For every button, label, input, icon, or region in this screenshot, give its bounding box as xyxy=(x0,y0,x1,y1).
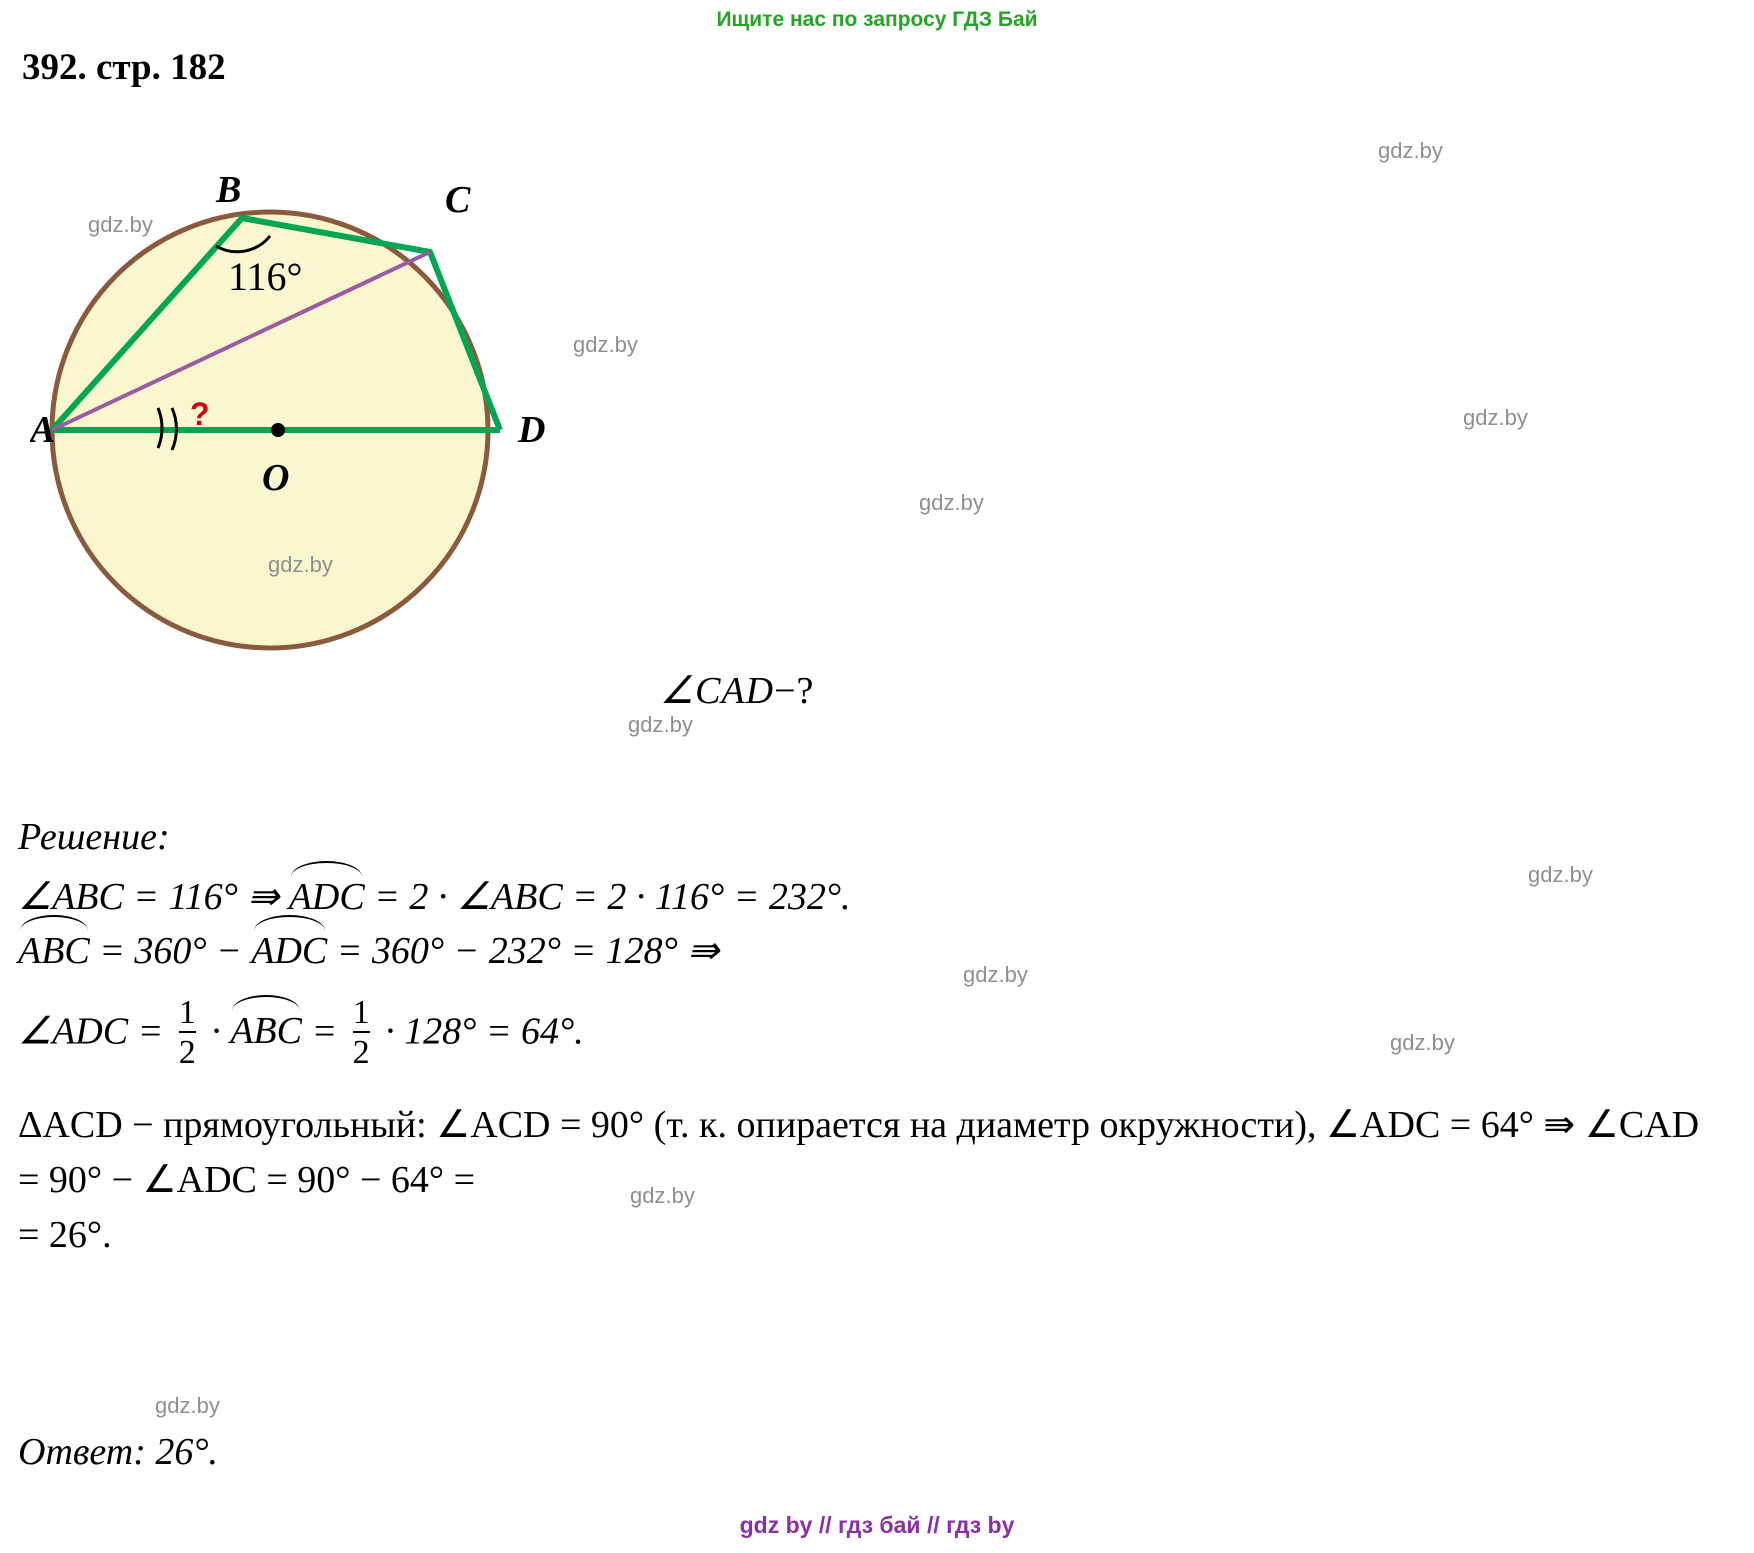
watermark: gdz.by xyxy=(1378,138,1443,163)
line3-frac2-denominator: 2 xyxy=(353,1031,370,1071)
line2-part2: = 360° − 232° = 128° ⇛ xyxy=(327,929,720,972)
page-title: 392. стр. 182 xyxy=(22,47,226,88)
solution-line-2 xyxy=(18,925,1738,979)
line3-part4: · 128° = 64°. xyxy=(375,1010,584,1053)
line3-frac1-numerator: 1 xyxy=(178,993,196,1031)
top-promo-banner: Ищите нас по запросу ГДЗ Бай xyxy=(716,8,1038,31)
line3-part2: · xyxy=(201,1010,231,1053)
label-c: C xyxy=(445,179,471,221)
label-a: A xyxy=(30,409,56,451)
watermark: gdz.by xyxy=(573,332,638,357)
line3-fraction-2 xyxy=(353,995,370,1070)
watermark: gdz.by xyxy=(630,1183,695,1208)
line3-frac2-numerator: 1 xyxy=(352,993,370,1031)
solution-heading: Решение: xyxy=(18,816,170,858)
watermark: gdz.by xyxy=(919,490,984,515)
question-suffix: −? xyxy=(774,670,815,712)
watermark: gdz.by xyxy=(1390,1030,1455,1055)
bottom-promo-banner: gdz by // гдз бай // гдз by xyxy=(739,1512,1015,1538)
center-point-o xyxy=(271,423,285,437)
answer-line: Ответ: 26°. xyxy=(18,1431,219,1473)
question-angle: ∠CAD xyxy=(660,670,775,712)
line1-arc-adc: ADC xyxy=(289,871,365,925)
watermark: gdz.by xyxy=(1463,405,1528,430)
line2-part1: = 360° − xyxy=(89,929,252,972)
label-o: O xyxy=(262,457,290,499)
line3-part3: = xyxy=(302,1010,347,1053)
label-question-mark: ? xyxy=(190,396,210,432)
line2-arc-abc: ABC xyxy=(18,925,90,979)
line3-arc-abc: ABC xyxy=(230,1005,302,1059)
solution-line-3 xyxy=(18,993,1738,1072)
watermark: gdz.by xyxy=(963,962,1028,987)
solution-line-4: ΔACD − прямоугольный: ∠ACD = 90° (т. к. опирается на диаметр окружности), ∠ADC = 64° ⇛ ∠CAD = 90° − ∠ADC = 90° − 64° = xyxy=(18,1104,1700,1202)
watermark: gdz.by xyxy=(88,212,153,237)
line1-part1: ∠ABC = 116° ⇛ xyxy=(18,876,289,918)
label-angle-b-value: 116° xyxy=(228,254,303,299)
line1-part2: = 2 · ∠ABC = 2 · 116° = 232°. xyxy=(364,876,851,918)
line3-part1: ∠ADC = xyxy=(18,1010,173,1053)
question-statement xyxy=(660,668,814,713)
line3-fraction-1 xyxy=(179,995,196,1070)
watermark: gdz.by xyxy=(155,1393,220,1418)
solution-block xyxy=(18,815,1738,1264)
line2-arc-adc: ADC xyxy=(251,925,327,979)
watermark: gdz.by xyxy=(268,552,333,577)
watermark: gdz.by xyxy=(628,712,693,737)
line3-frac1-denominator: 2 xyxy=(179,1031,196,1071)
solution-line-5: = 26°. xyxy=(18,1214,112,1257)
label-d: D xyxy=(518,409,546,451)
label-b: B xyxy=(216,169,242,211)
watermark: gdz.by xyxy=(1528,862,1593,887)
